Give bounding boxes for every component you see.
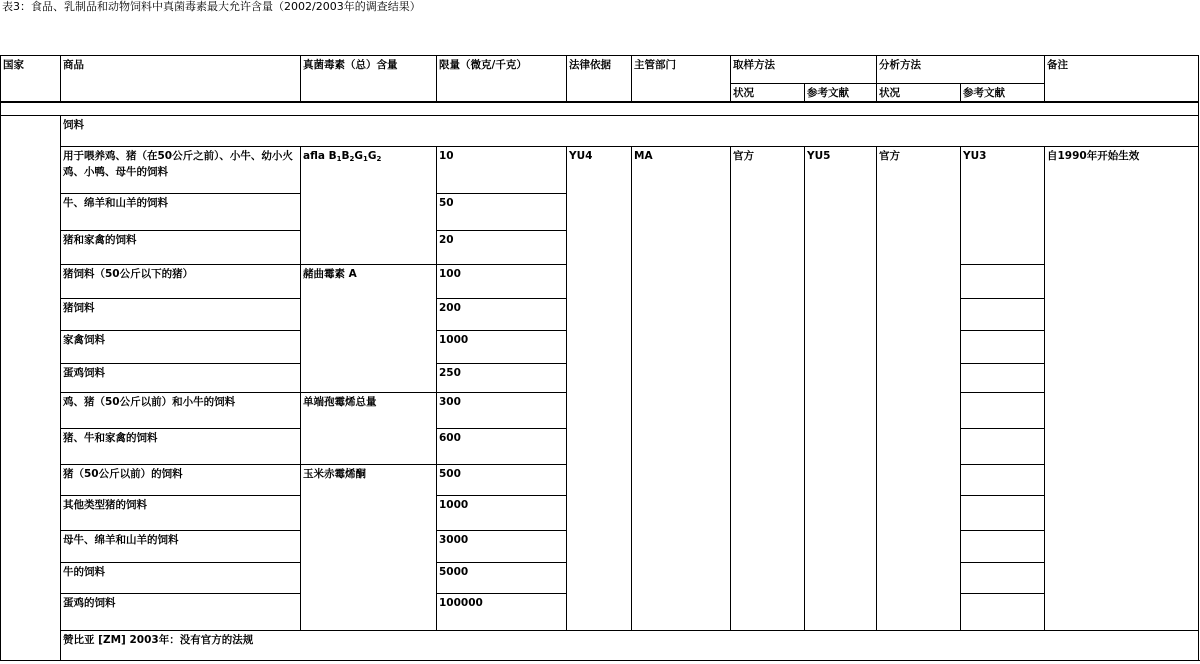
commodity-cell: 其他类型猪的饲料 (61, 496, 301, 531)
commodity-cell: 猪饲料 (61, 299, 301, 331)
sampling-reference-cell: YU5 (805, 147, 877, 631)
commodity-cell: 鸡、猪（50公斤以前）和小牛的饲料 (61, 393, 301, 429)
analysis-reference-cell (961, 531, 1045, 563)
country-cell (1, 116, 61, 661)
header-authority: 主管部门 (632, 56, 731, 103)
limit-cell: 10 (437, 147, 567, 194)
limit-cell: 1000 (437, 331, 567, 364)
limit-cell: 1000 (437, 496, 567, 531)
header-country: 国家 (1, 56, 61, 103)
header-mycotoxin: 真菌毒素（总）含量 (301, 56, 437, 103)
limit-cell: 3000 (437, 531, 567, 563)
limit-cell: 100 (437, 265, 567, 299)
commodity-cell: 家禽饲料 (61, 331, 301, 364)
header-limit: 限量（微克/千克） (437, 56, 567, 103)
header-sampling-reference: 参考文献 (805, 84, 877, 103)
sampling-status-cell: 官方 (731, 147, 805, 631)
header-analysis-reference: 参考文献 (961, 84, 1045, 103)
section-title: 饲料 (61, 116, 1199, 147)
mycotoxin-trichothecenes: 单端孢霉烯总量 (301, 393, 437, 465)
commodity-cell: 牛的饲料 (61, 563, 301, 594)
analysis-reference-cell (961, 465, 1045, 496)
commodity-cell: 猪、牛和家禽的饲料 (61, 429, 301, 465)
limit-cell: 300 (437, 393, 567, 429)
analysis-reference-cell (961, 594, 1045, 631)
header-legal-basis: 法律依据 (567, 56, 632, 103)
header-sampling: 取样方法 (731, 56, 877, 84)
mycotoxin-afla: afla $B_1B_2G_1G_2$ (301, 147, 437, 265)
header-remarks: 备注 (1045, 56, 1199, 103)
limit-cell: 200 (437, 299, 567, 331)
authority-cell: MA (632, 147, 731, 631)
analysis-status-cell: 官方 (877, 147, 961, 631)
analysis-reference-cell (961, 265, 1045, 299)
limit-cell: 20 (437, 231, 567, 265)
limit-cell: 600 (437, 429, 567, 465)
analysis-reference-cell (961, 393, 1045, 429)
mycotoxin-limits-table (0, 55, 1199, 661)
commodity-cell: 牛、绵羊和山羊的饲料 (61, 194, 301, 231)
commodity-cell: 用于喂养鸡、猪（在50公斤之前）、小牛、幼小火鸡、小鸭、母牛的饲料 (61, 147, 301, 194)
limit-cell: 50 (437, 194, 567, 231)
commodity-cell: 猪（50公斤以前）的饲料 (61, 465, 301, 496)
header-analysis-status: 状况 (877, 84, 961, 103)
limit-cell: 250 (437, 364, 567, 393)
remarks-cell: 自1990年开始生效 (1045, 147, 1199, 631)
analysis-reference-cell (961, 429, 1045, 465)
spacer-row (1, 102, 1199, 116)
mycotoxin-zearalenone: 玉米赤霉烯酮 (301, 465, 437, 631)
commodity-cell: 猪和家禽的饲料 (61, 231, 301, 265)
analysis-reference-cell: YU3 (961, 147, 1045, 265)
mycotoxin-ochratoxin: 赭曲霉素 A (301, 265, 437, 393)
analysis-reference-cell (961, 299, 1045, 331)
commodity-cell: 母牛、绵羊和山羊的饲料 (61, 531, 301, 563)
limit-cell: 5000 (437, 563, 567, 594)
commodity-cell: 蛋鸡的饲料 (61, 594, 301, 631)
header-commodity: 商品 (61, 56, 301, 103)
footer-note: 赞比亚 [ZM] 2003年：没有官方的法规 (61, 631, 1199, 661)
commodity-cell: 猪饲料（50公斤以下的猪） (61, 265, 301, 299)
analysis-reference-cell (961, 364, 1045, 393)
table-caption: 表3：食品、乳制品和动物饲料中真菌毒素最大允许含量（2002/2003年的调查结果） (2, 0, 421, 13)
header-analysis: 分析方法 (877, 56, 1045, 84)
header-sampling-status: 状况 (731, 84, 805, 103)
analysis-reference-cell (961, 563, 1045, 594)
analysis-reference-cell (961, 331, 1045, 364)
limit-cell: 100000 (437, 594, 567, 631)
legal-basis-cell: YU4 (567, 147, 632, 631)
commodity-cell: 蛋鸡饲料 (61, 364, 301, 393)
analysis-reference-cell (961, 496, 1045, 531)
limit-cell: 500 (437, 465, 567, 496)
